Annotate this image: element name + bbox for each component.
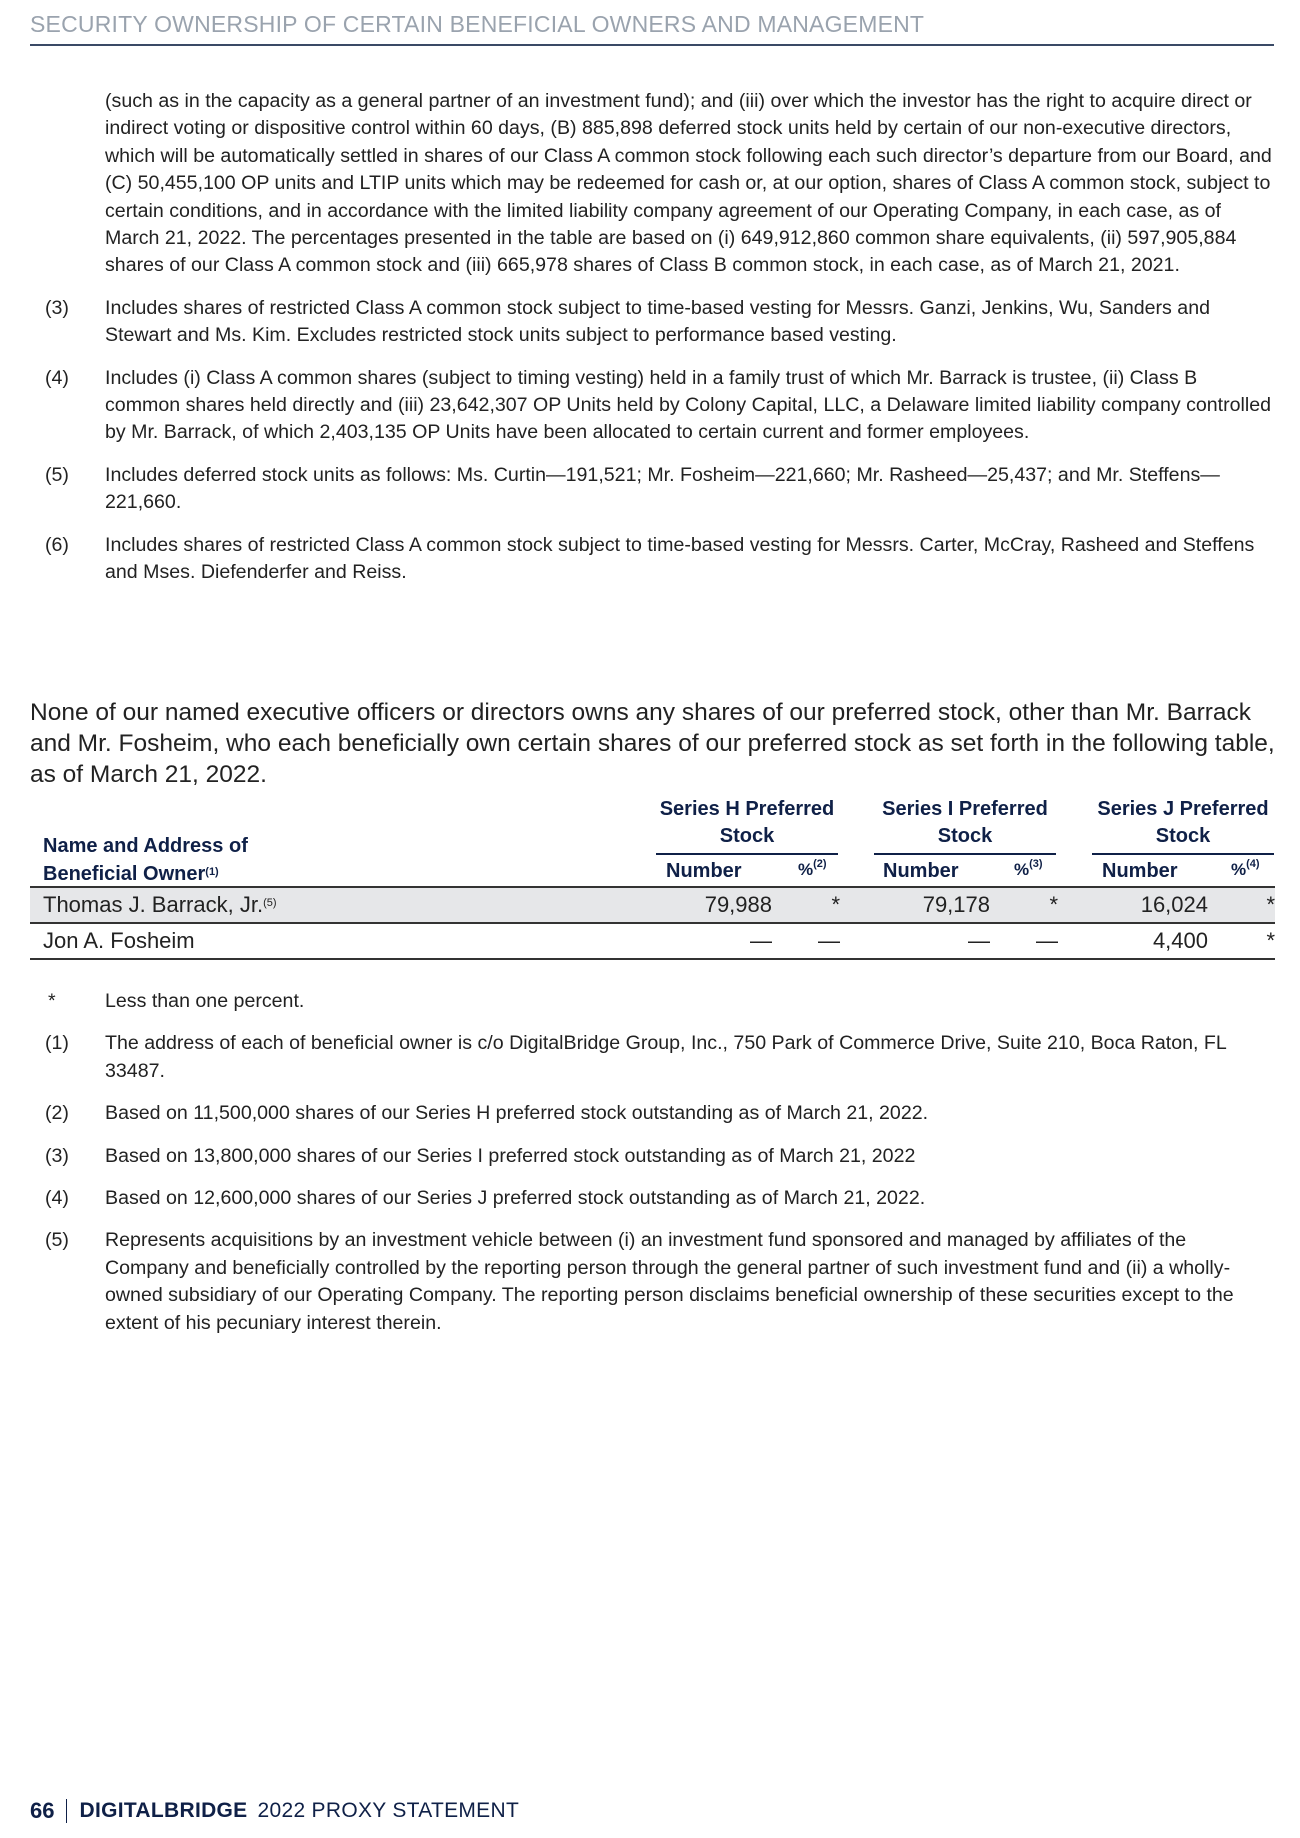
footer-brand: DIGITALBRIDGE: [79, 1799, 248, 1822]
footnote-number: (4): [45, 366, 69, 389]
series-j-percent: *: [1266, 892, 1275, 917]
series-j-percent: *: [1266, 928, 1275, 953]
series-i-subtitle: Stock: [937, 825, 993, 847]
footnote-text: Based on 12,600,000 shares of our Series J preferred stock outstanding as of March 21, 2022.: [105, 1187, 926, 1210]
footnote-text: Based on 13,800,000 shares of our Series I preferred stock outstanding as of March 21, 2022: [105, 1144, 916, 1167]
series-i-percent: *: [1049, 892, 1058, 917]
series-j-number: 16,024: [1140, 892, 1208, 917]
footnote-number: (2): [45, 1102, 69, 1125]
footnote-item: [30, 295, 1275, 350]
series-j-number: 4,400: [1152, 928, 1208, 953]
series-i-number: 79,178: [922, 892, 990, 917]
footnote-number: *: [48, 990, 56, 1012]
footnote-item: [30, 1030, 1275, 1085]
owner-name: Jon A. Fosheim: [43, 928, 195, 953]
series-j-number-header: Number: [1102, 860, 1178, 882]
footer-divider: [66, 1799, 67, 1823]
footnote-continuation: (such as in the capacity as a general partner of an investment fund); and (iii) over which the investor has the right to acquire direct or indirect voting or dispositive control within 60 days, (B) 885,898 deferred stock units held by certain of our non-executive directors, which will be automatically settled in shares of our Class A common stock following each such director’s departure from our Board, and (C) 50,455,100 OP units and LTIP units which may be redeemed for cash or, at our option, shares of Class A common stock, subject to certain conditions, and in accordance with the limited liability company agreement of our Operating Company, in each case, as of March 21, 2022. The percentages presented in the table are based on (i) 649,912,860 common share equivalents, (ii) 597,905,884 shares of our Class A common stock and (iii) 665,978 shares of Class B common stock, in each case, as of March 21, 2021.: [105, 90, 1272, 277]
series-i-pct-header: %$^{(3)}$: [1014, 858, 1043, 879]
series-h-percent: *: [831, 892, 840, 917]
owner-column-header: [43, 832, 343, 888]
preferred-stock-table: [30, 796, 1275, 960]
footnote-number: (6): [45, 533, 69, 556]
footnote-text: Based on 11,500,000 shares of our Series H preferred stock outstanding as of March 21, 2022.: [105, 1102, 929, 1125]
footnote-text: Less than one percent.: [105, 990, 305, 1012]
top-footnotes: [30, 88, 1275, 602]
footnote-item: [30, 462, 1275, 517]
series-i-title: Series I Preferred: [882, 798, 1048, 820]
footer-document-title: 2022 PROXY STATEMENT: [257, 1799, 520, 1822]
footnote-item: [30, 988, 1275, 1015]
series-h-number: 79,988: [704, 892, 772, 917]
series-j-title: Series J Preferred: [1097, 798, 1269, 820]
owner-header-line1: Name and Address of: [43, 835, 248, 857]
table-footnotes: [30, 988, 1275, 1352]
table-body: [30, 886, 1275, 960]
series-h-header: [656, 796, 838, 855]
series-j-pct-header: %$^{(4)}$: [1231, 858, 1260, 879]
series-j-subtitle: Stock: [1155, 825, 1211, 847]
table-row: [30, 924, 1275, 960]
owner-name: Thomas J. Barrack, Jr.$^{(5)}$: [43, 892, 277, 917]
series-i-number-header: Number: [883, 860, 959, 882]
footnote-number: (5): [45, 1229, 69, 1252]
footnote-number: (4): [45, 1187, 69, 1210]
footnote-item: [30, 365, 1275, 447]
series-i-percent: —: [1036, 928, 1058, 953]
page-number: 66: [30, 1798, 55, 1823]
series-i-header: [874, 796, 1056, 855]
footnote-item: [30, 1100, 1275, 1127]
footnote-text: Represents acquisitions by an investment vehicle between (i) an investment fund sponsored and managed by affiliates of the Company and beneficially controlled by the reporting person through the general partner of such investment fund and (ii) a wholly-owned subsidiary of our Operating Company. The reporting person disclaims beneficial ownership of these securities except to the extent of his pecuniary interest therein.: [105, 1229, 1234, 1334]
series-i-number: —: [968, 928, 990, 953]
series-j-header: [1092, 796, 1274, 855]
series-h-subtitle: Stock: [719, 825, 775, 847]
page-title: SECURITY OWNERSHIP OF CERTAIN BENEFICIAL OWNERS AND MANAGEMENT: [30, 11, 925, 37]
footnote-text: Includes shares of restricted Class A common stock subject to time-based vesting for Messrs. Carter, McCray, Rasheed and Steffens and Mses. Diefenderfer and Reiss.: [105, 533, 1255, 584]
footnote-number: (5): [45, 463, 69, 486]
page-footer: [30, 1798, 519, 1824]
footnote-text: The address of each of beneficial owner is c/o DigitalBridge Group, Inc., 750 Park of Commerce Drive, Suite 210, Boca Raton, FL 33487.: [105, 1032, 1227, 1082]
series-h-percent: —: [818, 928, 840, 953]
footnote-number: (3): [45, 1144, 69, 1167]
footnote-text: Includes (i) Class A common shares (subject to timing vesting) held in a family trust of which Mr. Barrack is trustee, (ii) Class B common shares held directly and (iii) 23,642,307 OP Units held by Colony Capital, LLC, a Delaware limited liability company controlled by Mr. Barrack, of which 2,403,135 OP Units have been allocated to certain current and former employees.: [105, 366, 1272, 444]
footnote-item: [30, 1227, 1275, 1337]
table-header: [30, 796, 1275, 886]
intro-paragraph: None of our named executive officers or directors owns any shares of our preferred stock, other than Mr. Barrack and Mr. Fosheim, who each beneficially own certain shares of our preferred stock as set forth in the following table, as of March 21, 2022.: [30, 698, 1275, 788]
footnote-item: [30, 1143, 1275, 1170]
owner-header-line2: Beneficial Owner: [43, 863, 206, 885]
series-h-title: Series H Preferred: [659, 798, 835, 820]
series-h-pct-header: %$^{(2)}$: [798, 858, 827, 879]
footnote-item: [30, 532, 1275, 587]
table-row: [30, 888, 1275, 924]
series-h-number: —: [750, 928, 772, 953]
page-header: [30, 8, 1274, 46]
footnote-item: [30, 1185, 1275, 1212]
series-h-number-header: Number: [666, 860, 742, 882]
footnote-number: (1): [45, 1032, 69, 1055]
footnote-text: Includes deferred stock units as follows: Ms. Curtin—191,521; Mr. Fosheim—221,660; Mr. Rasheed—25,437; and Mr. Steffens—221,660.: [105, 463, 1220, 514]
owner-header-footnote: (1): [205, 866, 219, 878]
footnote-text: Includes shares of restricted Class A common stock subject to time-based vesting for Messrs. Ganzi, Jenkins, Wu, Sanders and Stewart and Ms. Kim. Excludes restricted stock units subject to performance based vesting.: [105, 296, 1210, 347]
footnote-number: (3): [45, 296, 69, 319]
